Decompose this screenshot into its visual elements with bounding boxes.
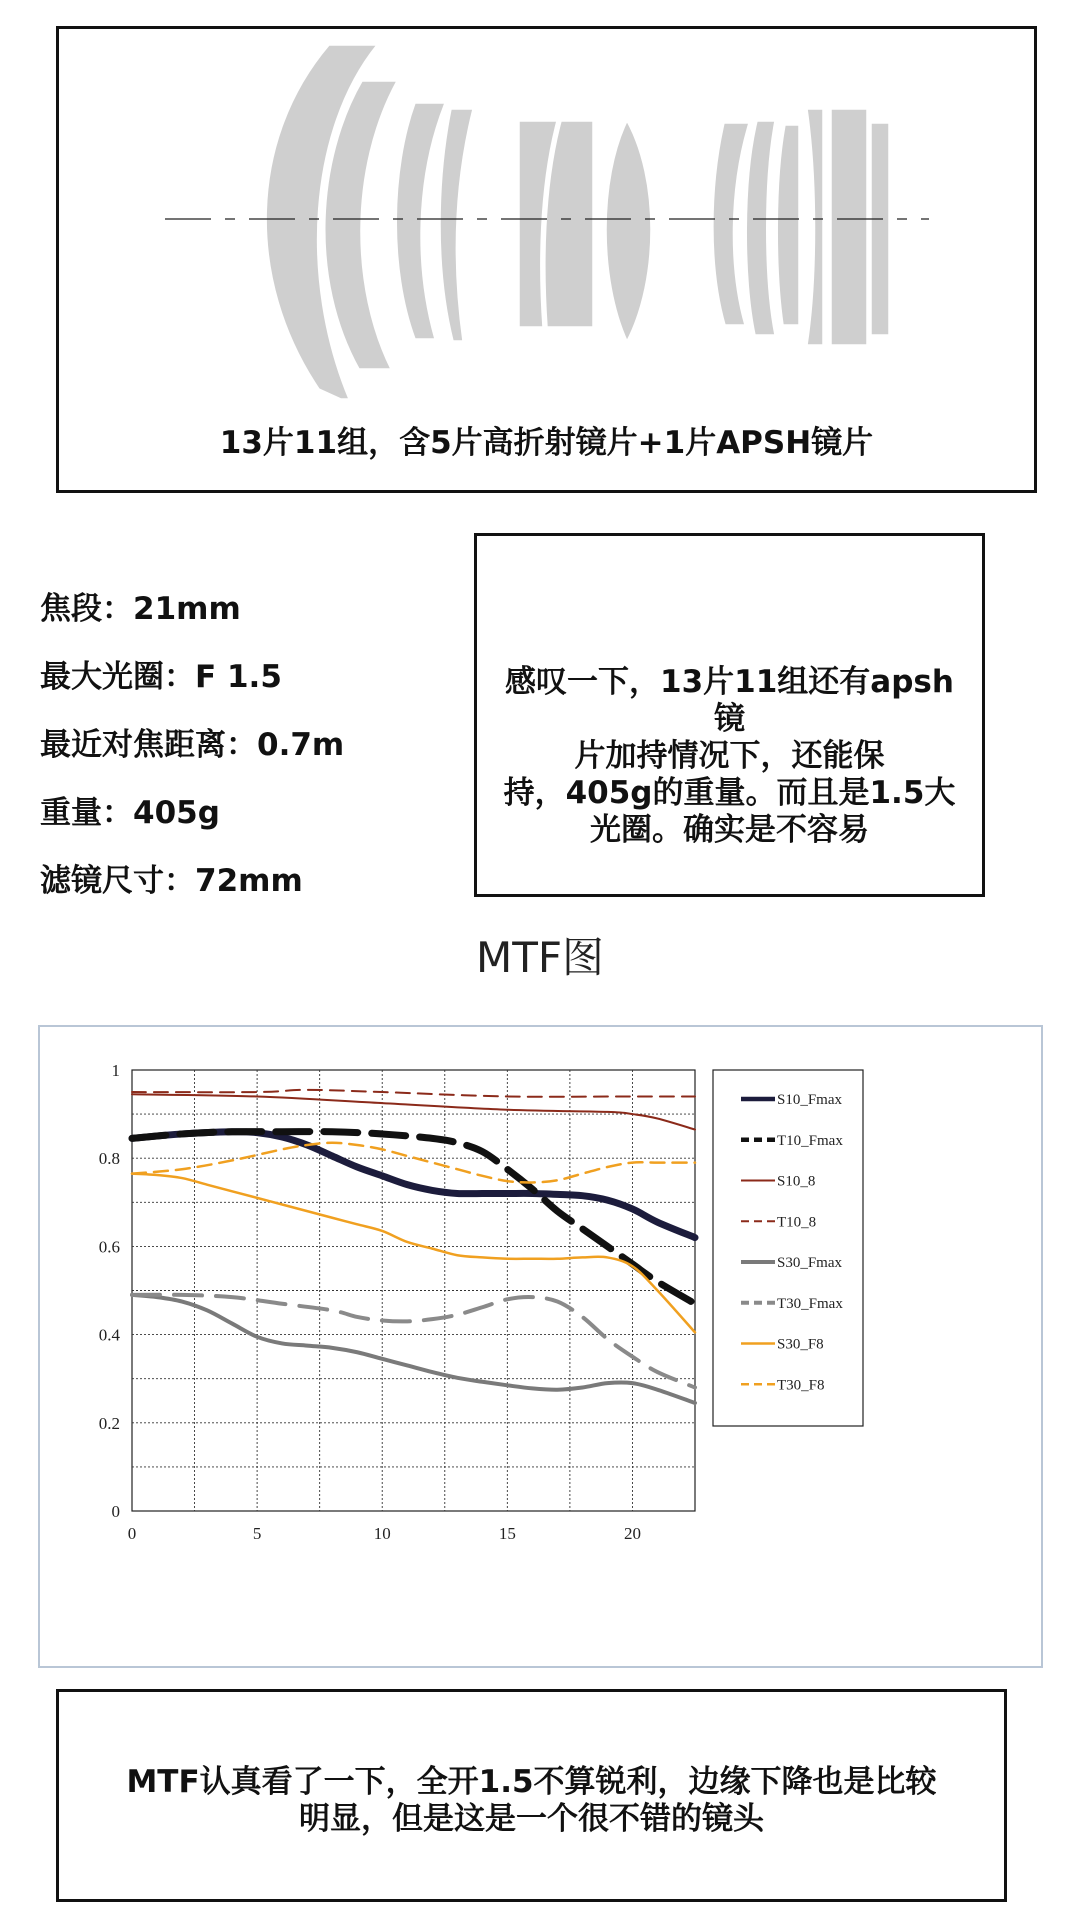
lens-element xyxy=(440,109,473,341)
lens-element xyxy=(396,103,445,339)
lens-element xyxy=(713,123,749,325)
legend-label: S30_F8 xyxy=(777,1336,824,1353)
legend-label: S10_Fmax xyxy=(777,1092,843,1108)
lens-element xyxy=(871,123,889,335)
conclusion-panel xyxy=(56,1689,1007,1902)
y-tick-label: 0 xyxy=(111,1502,120,1521)
lens-element xyxy=(777,125,799,325)
y-tick-label: 1 xyxy=(111,1061,120,1080)
x-tick-label: 5 xyxy=(252,1524,262,1543)
lens-element xyxy=(831,109,867,345)
legend-label: S30_Fmax xyxy=(777,1255,843,1271)
comment-line: 片加持情况下，还能保 xyxy=(574,738,885,774)
legend-label: T30_F8 xyxy=(777,1377,825,1394)
spec-filter-size: 滤镜尺寸：72mm xyxy=(40,863,303,899)
spec-focal-length: 焦段：21mm xyxy=(40,591,241,627)
mtf-chart-frame xyxy=(38,1025,1043,1668)
x-tick-label: 15 xyxy=(498,1524,516,1543)
lens-element xyxy=(606,121,651,341)
conclusion-line: MTF认真看了一下，全开1.5不算锐利，边缘下降也是比较 xyxy=(126,1764,937,1800)
legend-label: T10_8 xyxy=(777,1214,817,1231)
comment-line: 感叹一下，13片11组还有apsh镜 xyxy=(505,664,954,737)
y-tick-label: 0.4 xyxy=(98,1325,120,1345)
comment-text xyxy=(497,664,962,849)
lens-element xyxy=(746,121,775,335)
comment-panel xyxy=(474,533,985,897)
mtf-title: MTF图 xyxy=(475,933,605,982)
spec-weight: 重量：405g xyxy=(40,795,220,831)
comment-line: 光圈。确实是不容易 xyxy=(590,812,869,848)
comment-line: 持，405g的重量。而且是1.5大 xyxy=(503,775,956,811)
x-tick-label: 10 xyxy=(373,1524,391,1543)
legend-label: T30_Fmax xyxy=(777,1295,843,1312)
legend-box xyxy=(713,1070,863,1426)
lens-caption: 13片11组，含5片高折射镜片+1片APSH镜片 xyxy=(219,425,874,461)
legend-label: T10_Fmax xyxy=(777,1132,843,1149)
lens-diagram-panel xyxy=(56,26,1037,493)
conclusion-text xyxy=(79,1764,984,1838)
spec-min-focus-distance: 最近对焦距离：0.7m xyxy=(40,727,345,763)
conclusion-line: 明显，但是这是一个很不错的镜头 xyxy=(299,1801,764,1837)
y-tick-label: 0.2 xyxy=(98,1413,120,1433)
y-tick-label: 0.6 xyxy=(98,1237,120,1257)
y-tick-label: 0.8 xyxy=(98,1149,120,1169)
x-tick-label: 20 xyxy=(623,1524,641,1543)
x-tick-label: 0 xyxy=(127,1524,137,1543)
legend-label: S10_8 xyxy=(777,1173,816,1190)
mtf-chart xyxy=(40,1027,1041,1666)
lens-element xyxy=(807,109,823,345)
lens-element xyxy=(545,121,593,327)
spec-max-aperture: 最大光圈：F 1.5 xyxy=(40,659,282,695)
